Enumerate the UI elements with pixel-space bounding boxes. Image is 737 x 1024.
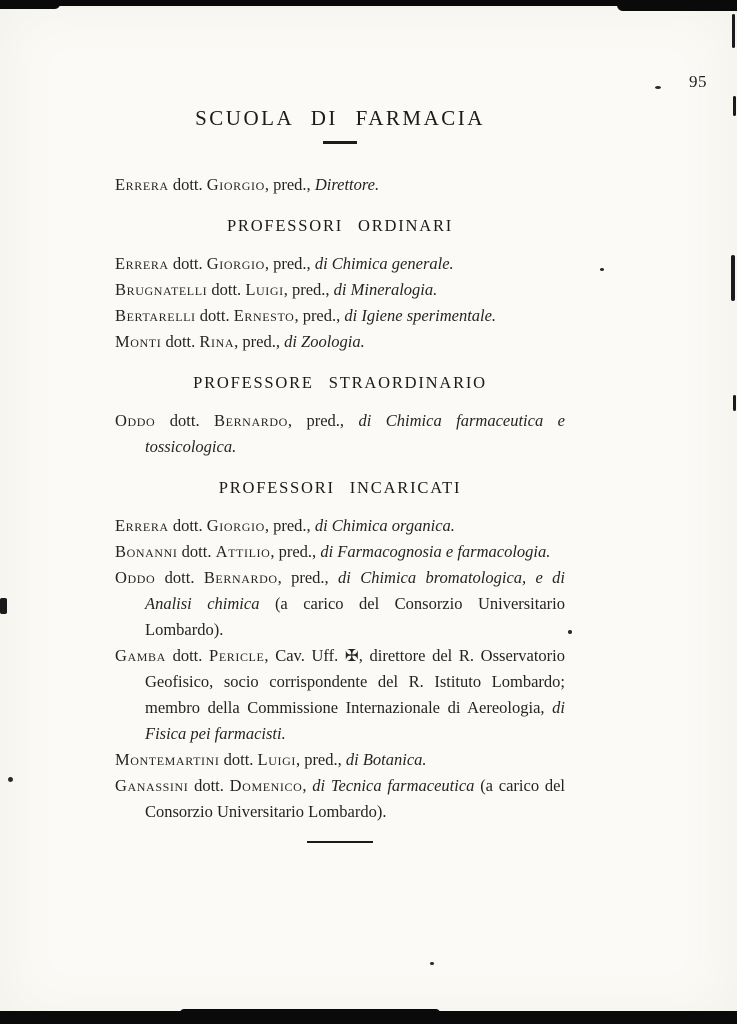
person-name: Montemartini bbox=[115, 750, 220, 769]
text-run: , pred., bbox=[264, 175, 315, 194]
faculty-entry bbox=[115, 329, 565, 355]
person-name: Brugnatelli bbox=[115, 280, 208, 299]
subject-title: di Fisica pei farmacisti. bbox=[145, 698, 565, 743]
faculty-entry bbox=[115, 643, 565, 747]
person-name: Errera bbox=[115, 254, 169, 273]
section-heading: PROFESSORE STRAORDINARIO bbox=[193, 373, 487, 392]
person-name: Errera bbox=[115, 175, 169, 194]
person-name: Oddo bbox=[115, 568, 156, 587]
scan-speck bbox=[8, 777, 13, 782]
person-name: Giorgio bbox=[206, 516, 265, 535]
page-content bbox=[115, 0, 565, 843]
text-run: dott. bbox=[155, 568, 204, 587]
person-name: Luigi bbox=[245, 280, 284, 299]
subject-title: di Farmacognosia e farmacologia. bbox=[320, 542, 551, 561]
faculty-entry bbox=[115, 565, 565, 643]
scan-mark-right bbox=[731, 255, 735, 301]
subject-title: di Chimica organica. bbox=[314, 516, 455, 535]
text-run: , pred., bbox=[277, 568, 339, 587]
text-run: , pred., bbox=[270, 542, 321, 561]
person-name: Errera bbox=[115, 516, 169, 535]
text-run: dott. bbox=[207, 280, 246, 299]
text-run: (a carico del Consorzio Universitario Lombardo). bbox=[145, 776, 565, 821]
scan-edge-top-left bbox=[0, 0, 60, 9]
page-title: SCUOLA DI FARMACIA bbox=[195, 106, 485, 130]
person-name: Rina bbox=[199, 332, 235, 351]
scan-mark-right bbox=[733, 395, 736, 411]
text-run: dott. bbox=[161, 332, 200, 351]
text-run: , pred., bbox=[287, 411, 359, 430]
faculty-entry bbox=[115, 513, 565, 539]
text-run: , pred., bbox=[234, 332, 285, 351]
text-run: dott. bbox=[168, 175, 207, 194]
text-run: dott. bbox=[195, 306, 234, 325]
person-name: Giorgio bbox=[206, 254, 265, 273]
text-run: dott. bbox=[219, 750, 258, 769]
title-divider bbox=[323, 141, 357, 144]
faculty-entry bbox=[115, 539, 565, 565]
scan-mark-left bbox=[0, 598, 7, 614]
text-run: , bbox=[302, 776, 313, 795]
faculty-entry bbox=[115, 747, 565, 773]
text-run: , pred., bbox=[264, 516, 315, 535]
person-name: Ganassini bbox=[115, 776, 189, 795]
text-run: , pred., bbox=[294, 306, 345, 325]
person-name: Gamba bbox=[115, 646, 166, 665]
scan-speck bbox=[430, 962, 434, 965]
faculty-entry bbox=[115, 277, 565, 303]
faculty-entry bbox=[115, 303, 565, 329]
section-heading: PROFESSORI INCARICATI bbox=[218, 478, 462, 497]
person-name: Ernesto bbox=[233, 306, 295, 325]
section-heading: PROFESSORI ORDINARI bbox=[226, 216, 454, 235]
person-name: Monti bbox=[115, 332, 162, 351]
bottom-divider bbox=[307, 841, 373, 843]
subject-title: di Chimica bromatologica, e di Analisi chimica bbox=[145, 568, 565, 613]
person-name: Oddo bbox=[115, 411, 156, 430]
person-name: Domenico bbox=[229, 776, 303, 795]
person-name: Luigi bbox=[257, 750, 296, 769]
text-run: dott. bbox=[188, 776, 230, 795]
person-name: Giorgio bbox=[206, 175, 265, 194]
faculty-sections bbox=[115, 216, 565, 825]
text-run: , pred., bbox=[283, 280, 334, 299]
scan-speck bbox=[568, 630, 572, 634]
faculty-entry bbox=[115, 773, 565, 825]
subject-title: di Chimica farmaceutica e tossicologica. bbox=[145, 411, 565, 456]
person-name: Bernardo bbox=[214, 411, 288, 430]
director-line bbox=[115, 172, 565, 198]
subject-title: di Botanica. bbox=[345, 750, 427, 769]
text-run: dott. bbox=[168, 254, 207, 273]
person-name: Bonanni bbox=[115, 542, 178, 561]
scan-mark-right bbox=[732, 14, 735, 48]
scan-mark-right bbox=[733, 96, 736, 116]
text-run: dott. bbox=[165, 646, 210, 665]
scan-edge-bottom-hump bbox=[180, 1009, 440, 1014]
person-name: Attilio bbox=[215, 542, 271, 561]
text-run: dott. bbox=[168, 516, 207, 535]
faculty-entry bbox=[115, 251, 565, 277]
text-run: (a carico del Consorzio Universitario Lombardo). bbox=[145, 594, 566, 639]
subject-title: di Mineralogia. bbox=[333, 280, 438, 299]
person-name: Bertarelli bbox=[115, 306, 196, 325]
subject-title: di Zoologia. bbox=[284, 332, 365, 351]
person-name: Bernardo bbox=[203, 568, 278, 587]
text-run: dott. bbox=[177, 542, 216, 561]
subject-title: di Chimica generale. bbox=[314, 254, 454, 273]
scan-speck bbox=[600, 268, 604, 271]
page-number: 95 bbox=[689, 72, 707, 91]
person-name: Pericle bbox=[209, 646, 265, 665]
subject-title: di Tecnica farmaceutica bbox=[312, 776, 475, 795]
text-run: , pred., bbox=[264, 254, 315, 273]
subject-title: di Igiene sperimentale. bbox=[344, 306, 497, 325]
scan-edge-top-right bbox=[617, 0, 737, 11]
text-run: , pred., bbox=[295, 750, 346, 769]
scan-speck bbox=[655, 86, 661, 89]
faculty-entry bbox=[115, 408, 565, 460]
text-run: dott. bbox=[155, 411, 215, 430]
subject-title: Direttore. bbox=[314, 175, 380, 194]
text-run: , Cav. Uff. ✠, direttore del R. Osservatorio Geofisico, socio corrispondente del R. Istituto Lombardo; membro della Commissione Internazionale di Aereologia, bbox=[145, 646, 565, 717]
